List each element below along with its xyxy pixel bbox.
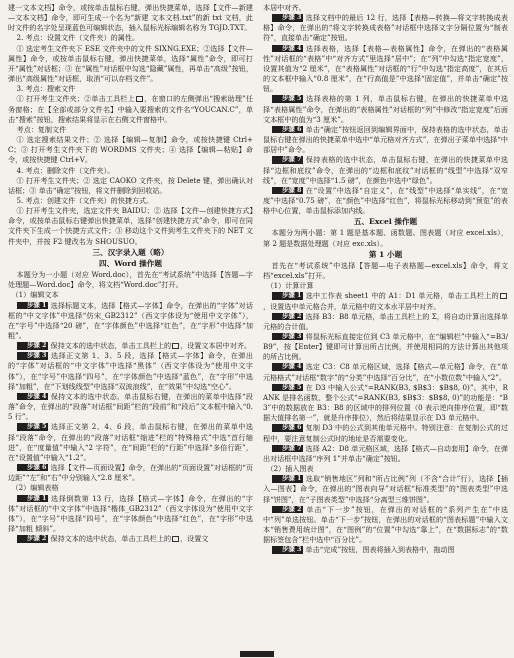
align-center-icon [172,536,179,542]
step-label: 步骤 6 [272,126,304,133]
step-label: 步骤 4 [272,363,304,370]
step-label: 步骤 5 [272,95,304,102]
paragraph-text: 选择标题文本，选择【格式—字体】命令，在弹出的“字体”对话框的“中文字体”中选择“仿宋_GB2312”（西文字体设为“使用中文字体”），在“字号”中选择“20 磅”，在“字体颜色”中选择“红色”，在“字形”中选择“加粗”。 [8,300,253,340]
step-label: 步骤 3 [272,333,304,340]
left-column [8,3,253,658]
step-paragraph [8,494,253,535]
step-paragraph [263,94,508,124]
paragraph-text: 单击“下一步”按钮，在弹出的对话框的“系列产生在”中选中“列”单选按钮。单击“下一步”按钮，在弹出的对话框的“图表标题”中输入文本“销售费用统计图”，在“图例”的“位置”中勾选“靠上”，在“数据标志”的“数据标签包含”栏中选中“百分比”。 [263,504,508,545]
paragraph-text: 选择正文第 1、3、5 段，选择【格式—字体】命令，在弹出的“字体”对话框的“中文字体”中选择“黑体”（西文字体设为“使用中文字体”），在“字号”中选择“四号”，在“字体颜色”中选择“蓝色”，在“字形”中选择“加粗”，在“下划线线型”中选择“双波浪线”，在“效果”中勾选“空心”。 [8,351,253,391]
paragraph-text: ，设置选中单元格合并，单元格中的文本水平居中对齐。 [263,301,441,311]
subheading: （2）编辑表格 [11,483,59,493]
paragraph-text: 复制 D3 中的公式到其他单元格中。特别注意：在复制公式的过程中，要注意复制公式时的地址是否需要变化。 [263,423,508,443]
step-label: 步骤 1 [272,475,304,482]
step-paragraph [263,125,508,155]
step-label: 步骤 3 [272,546,304,553]
step-paragraph [263,474,508,504]
paragraph-text: ，在窗口的左侧弹出“搜索助理”任务窗格；在【全部或部分文件名】中输入要搜索的文件名“YOUCAN.C”，单击“搜索”按钮，搜索结果将显示在右侧文件窗格中。 [8,94,253,124]
step-paragraph [263,186,508,216]
step-paragraph [263,383,508,424]
step-paragraph [263,505,508,546]
paragraph: 3. 考点：搜索文件 [16,84,76,94]
step-label: 步骤 7 [272,156,304,163]
paragraph: 本题分为一小题（对应 Word.doc），首先在“考试系统”中选择【答题—字处理题—Word.doc】命令，将文档“Word.doc”打开。 [8,270,253,290]
subheading: （2）插入图表 [266,464,314,474]
step-paragraph [263,13,508,43]
step-label: 步骤 1 [17,495,49,502]
step-label: 步骤 1 [272,292,304,299]
paragraph-text: 选择【文件—页面设置】命令，在弹出的“页面设置”对话框的“页边距”“左”和“右”中分别输入“2.8 厘米”。 [8,463,253,483]
paragraph-text: 选择 B3：B8 单元格，单击工具栏上的 Σ，将自动计算出选择单元格的合计值。 [263,311,508,331]
subheading: （1）编辑文本 [11,290,59,300]
paragraph-text: 在 D3 中输入公式“=RANK(B3, $B$3：$B$8, 0)”。其中，RANK 是排名函数，整个公式“=RANK(B3, $B$3：$B$8, 0)”的功能是：“B3”中的数据放在 B3：B8 的区域中的排列位置（0 表示逆向排序位置，即“数据大值排名第一”，就是升序排位），然后将结果显示在 D3 单元格中。 [263,382,508,423]
paragraph-text: ，设置文本居中对齐。 [180,341,252,351]
step-paragraph [263,155,508,185]
paragraph: 本题分为两小题：第 1 题是基本题、函数题、图表题（对应 excel.xls），第 2 题是数据处理题（对应 exc.xls）。 [263,228,508,248]
paragraph: 2. 考点：设置文件（文件夹）的属性。 [16,33,140,43]
section-heading: 五、Excel 操作题 [353,217,418,227]
step-paragraph [8,392,253,422]
step-label: 步骤 5 [272,384,304,391]
step-label: 步骤 2 [17,535,49,542]
section-heading: 四、Word 操作题 [99,258,162,268]
step-label: 步骤 2 [17,342,49,349]
paragraph-text: 在“设置”中选择“自定义”，在“线型”中选择“单实线”，在“宽度”中选择“0.75 磅”，在“颜色”中选择“红色”，将鼠标光标移动到“预览”的表格中心位置，单击鼠标添加内线。 [263,185,508,216]
step-label: 步骤 6 [17,464,49,471]
paragraph-text: 选择正文第 2、4、6 段，单击鼠标右键，在弹出的菜单中选择“段落”命令，在弹出的“段落”对话框“缩进”栏的“特殊格式”中选“首行缩进”，在“度量值”中输入“2 字符”，在“间距”栏的“行距”中选择“多倍行距”，在“设置值”中输入“1.2”。 [8,422,253,462]
paragraph-text: 单击“完成”按钮，图表将插入到表格中，拖动图 [305,545,455,555]
paragraph-text: ，设置文 [180,534,209,544]
step-paragraph [263,545,508,555]
paragraph: ① 打开考生文件夹；② 选定 CAOKO 文件夹，按 Delete 键，弹出确认对话框；③ 单击“确定”按钮，将文件删除到回收站。 [8,175,253,195]
step-label: 步骤 5 [17,423,49,430]
paragraph [8,94,253,124]
paragraph-text: 选择倒数第 13 行，选择【格式—字体】命令，在弹出的“字体”对话框的“中文字体”中选择“楷体_GB2312”（西文字体设为“使用中文字体”），在“字号”中选择“四号”，在“字体颜色”中选择“红色”，在“字形”中选择“加粗 倾斜”。 [8,493,253,533]
paragraph-text: 保持文本的选中状态，单击工具栏上的 [50,341,172,351]
step-paragraph [8,534,253,544]
step-paragraph [263,312,508,332]
step-label: 步骤 7 [272,445,304,452]
paragraph-text: 选择文档中的最后 12 行，选择【表格—转换—将文字转换成表格】命令，在弹出的“将文字转换成表格”对话框中选择文字分隔位置为“制表符”，直接单击“确定”按钮。 [263,13,508,43]
page-footer-mark [240,651,274,657]
step-paragraph [263,44,508,95]
step-paragraph [263,362,508,382]
step-paragraph [8,341,253,351]
step-label: 步骤 8 [272,187,304,194]
paragraph: 建一文本文档】命令，或按单击鼠标右键，弹出快捷菜单，选择【文件—新建—文本文档】命令，即可生成一个名为“新建 文本文档.txt”的新 txt 文档，此时文件的名字处呈现蓝色可编辑状态，插入鼠标光标编辑名称为 TGJD.TXT。 [8,3,253,33]
step-label: 步骤 6 [272,424,304,431]
paragraph: ① 打开考生文件夹，选定文件夹 BAIDU；② 选择【文件—创建快捷方式】命令，或按单击鼠标右键弹出快捷菜单，选择“创建快捷方式”命令，即可在同文件夹下生成一个快捷方式文件；③ 移动这个文件到考生文件夹下的 NET 文件夹中，并按 F2 键改名为 SHOUSUO。 [8,206,253,246]
paragraph: ① 选定考生文件夹下 ESE 文件夹中的文件 SIXNG.EXE；②选择【文件—属性】命令，或按单击鼠标右键，弹出快捷菜单，选择“属性”命令，即可打开“属性”对话框；③ 在“属性”对话框中勾选“隐藏”属性，再单击“高级”按钮，弹出“高级属性”对话框，取消“可以存档文件”。 [8,43,253,84]
paragraph-text: 将鼠标光标直接定位到 C3 单元格中，在“编辑栏”中输入“=B3/B9”，按【Enter】键即可计算出所占比例，并使用相同的方法计算出其他项的所占比例。 [263,332,508,362]
step-label: 步骤 1 [17,302,49,309]
paragraph: 考点：复制文件 [16,124,67,134]
step-paragraph [263,444,508,464]
paragraph-text: 选定 C3：C8 单元格区域，选择【格式—单元格】命令，在“单元格格式”对话框“数字”的“分类”中选择“百分比”，在“小数位数”中输入“2”。 [263,362,508,382]
step-paragraph [8,351,253,392]
paragraph: 4. 考点：删除文件（文件夹）。 [16,165,115,175]
step-paragraph [8,301,253,342]
step-paragraph [8,422,253,463]
paragraph: 5. 考点：创建文件（文件夹）的快捷方式。 [16,195,154,205]
paragraph-text: 保持文本的选中状态，单击鼠标右键，在弹出的菜单中选择“段落”命令，在弹出的“段落”对话框“间距”栏的“段前”和“段后”文本框中输入“0.5 行”。 [8,391,253,422]
step-label: 步骤 4 [17,393,49,400]
paragraph-text: 选择 A2：D8 单元格区域，选择【格式—自动套用】命令，在弹出对话框中选择“序列 1”并单击“确定”按钮。 [263,443,508,463]
step-paragraph [263,291,508,311]
align-center-icon [172,343,179,349]
paragraph-text: ① 打开考生文件夹；②单击工具栏上 [16,94,135,104]
step-label: 步骤 4 [272,45,304,52]
paragraph: 首先在“考试系统”中选择【答题—电子表格题—excel.xls】命令，将文档“excel.xls”打开。 [263,260,508,281]
paragraph-text: 选取“销售地区”列和“所占比例”列（不含“合计”行），选择【插入—图表】命令，在弹出的“图表向导”对话框“标准类型”的“图表类型”中选择“饼图”，在“子图表类型”中选择“分离型三维饼图”。 [263,474,508,504]
paragraph: ① 选定搜索结果文件；② 选择【编辑—复制】命令，或按快捷键 Ctrl+C；③ 打开考生文件夹下的 WORDMS 文件夹；④ 选择【编辑—粘贴】命令，或按快捷键 Ctrl+V。 [8,135,253,165]
subheading: （1）计算计算 [266,281,314,291]
step-paragraph [8,463,253,483]
paragraph: 本居中对齐。 [263,3,306,12]
step-paragraph [263,423,508,443]
step-label: 步骤 3 [272,14,304,21]
step-paragraph [263,332,508,362]
paragraph-text: 保持表格的选中状态，单击鼠标右键，在弹出的快捷菜单中选择“边框和底纹”命令，在弹出的“边框和底纹”对话框的“线型”中选择“双窄线”，在“宽度”中选择“1.5 磅”，在颜色中选中“绿色”。 [263,155,508,185]
paragraph-text: 选择表格的第 1 列，单击鼠标右键，在弹出的快捷菜单中选择“表格属性”命令，在弹出的“表格属性”对话框的“列”中修改“指定宽度”后面文本框中的值为“3 厘米”。 [263,94,508,124]
section-heading: 三、汉字录入题（略） [92,247,169,257]
paragraph-text: 保持文本的选中状态，单击工具栏上的 [50,534,172,544]
step-label: 步骤 2 [272,313,304,320]
paragraph-text: 选中工作表 sheet1 中的 A1：D1 单元格，单击工具栏上的 [305,291,499,301]
step-label: 步骤 3 [17,352,49,359]
paragraph-text: 选择表格，选择【表格—表格属性】命令，在弹出的“表格属性”对话框的“表格”中“对齐方式”里选择“居中”；在“列”中勾选“指定宽度”，设置其值为“2 厘米”，在“表格属性”对话框的“行”中勾选“指定高度”，在其后的文本框中输入“0.8 厘米”，在“行高值是”中选择“固定值”，并单击“确定”按钮。 [263,43,508,94]
step-label: 步骤 2 [272,506,304,513]
section-heading: 第 1 小题 [368,249,403,259]
merge-center-icon [500,293,507,299]
paragraph-text: 单击“确定”按钮返回到编辑界面中，保持表格的选中状态，单击鼠标右键在弹出的快捷菜单中选中“单元格对齐方式”，在弹出子菜单中选择“中部居中”命令。 [263,124,508,155]
right-column [263,3,508,658]
search-toolbar-icon [136,96,143,102]
